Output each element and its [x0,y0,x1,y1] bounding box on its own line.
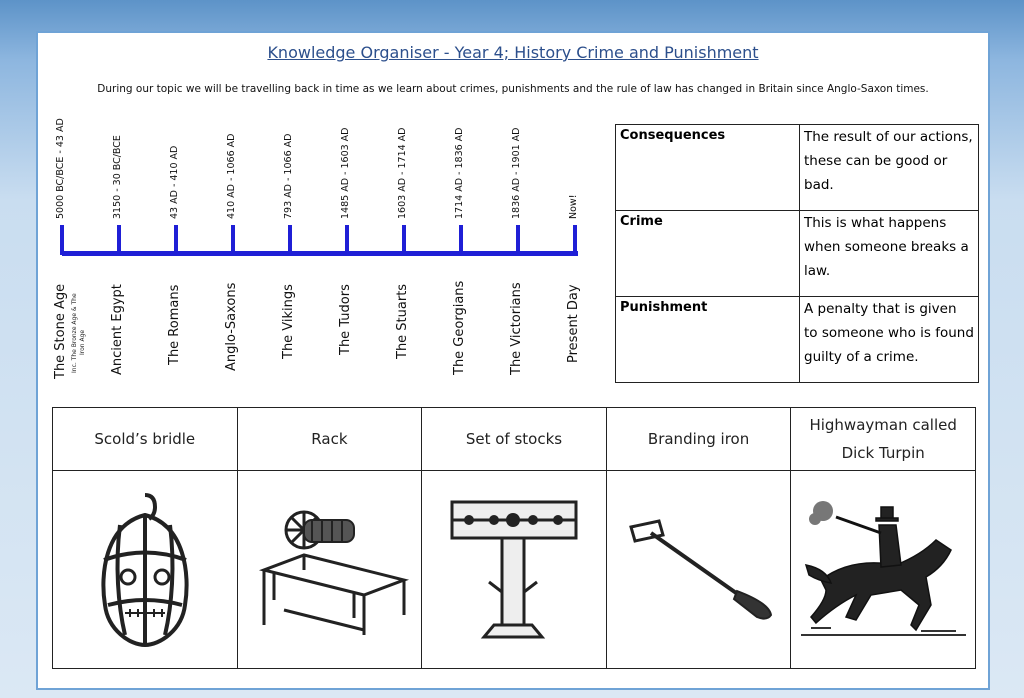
timeline-date: 5000 BC/BCE - 43 AD [55,118,66,219]
timeline-tick [459,225,463,255]
glossary-term: Punishment [616,297,800,383]
timeline-tick [516,225,520,255]
artefact-column [53,408,238,668]
glossary-term: Crime [616,211,800,297]
glossary-row [616,211,979,297]
glossary-table [615,124,979,383]
timeline-tick [402,225,406,255]
artefact-label: Scold’s bridle [53,408,237,471]
rack-icon [244,500,414,640]
scolds-bridle-icon [90,485,200,655]
timeline-date: 3150 - 30 BC/BCE [112,135,123,219]
timeline-era: Present Day [566,284,581,363]
page-title: Knowledge Organiser - Year 4; History Crime and Punishment [267,43,759,62]
timeline-era: The Tudors [338,284,353,355]
branding-iron-icon [619,515,779,625]
timeline-line [62,251,578,256]
artefact-column [422,408,607,668]
glossary-row [616,297,979,383]
artefact-label: Branding iron [607,408,791,471]
timeline-era: The Stone Age [53,283,68,379]
timeline-era: The Georgians [452,280,467,375]
timeline-era: The Romans [167,284,182,365]
glossary-row [616,125,979,211]
glossary-definition: The result of our actions, these can be good or bad. [800,125,979,211]
intro-text: During our topic we will be travelling back in time as we learn about crimes, punishments and the rule of law has changed in Britain since Anglo-Saxon times. [97,83,929,95]
timeline-tick [288,225,292,255]
artefact-label: Set of stocks [422,408,606,471]
artefact-column [238,408,423,668]
artefact-label: Highwayman called Dick Turpin [791,408,975,471]
timeline-date: 1714 AD - 1836 AD [454,127,465,219]
highwayman-icon [801,495,966,645]
glossary-definition: A penalty that is given to someone who is found guilty of a crime. [800,297,979,383]
glossary-definition: This is what happens when someone breaks a law. [800,211,979,297]
timeline-date: 793 AD - 1066 AD [283,133,294,219]
timeline-date: 1603 AD - 1714 AD [397,127,408,219]
timeline-tick [345,225,349,255]
timeline-era: The Vikings [281,284,296,359]
knowledge-organiser-page [36,31,990,690]
timeline-tick [60,225,64,255]
artefact-column [607,408,792,668]
timeline-era: Anglo-Saxons [224,282,239,371]
timeline-era: Ancient Egypt [110,284,125,375]
timeline-tick [117,225,121,255]
timeline-date: 1836 AD - 1901 AD [511,127,522,219]
artefacts-table [52,407,976,669]
timeline-era: The Stuarts [395,283,410,359]
timeline [38,33,598,403]
timeline-date: 410 AD - 1066 AD [226,133,237,219]
timeline-tick [231,225,235,255]
glossary-term: Consequences [616,125,800,211]
artefact-column [791,408,975,668]
timeline-date: 1485 AD - 1603 AD [340,127,351,219]
artefact-label: Rack [238,408,422,471]
stocks-icon [444,487,584,652]
timeline-date: 43 AD - 410 AD [169,145,180,219]
timeline-era-note: Iron Age [79,329,86,355]
timeline-date: Now! [568,194,579,219]
timeline-tick [174,225,178,255]
timeline-era-note: Inc. The Bronze Age & The [71,293,78,373]
timeline-tick [573,225,577,255]
timeline-era: The Victorians [509,282,524,375]
